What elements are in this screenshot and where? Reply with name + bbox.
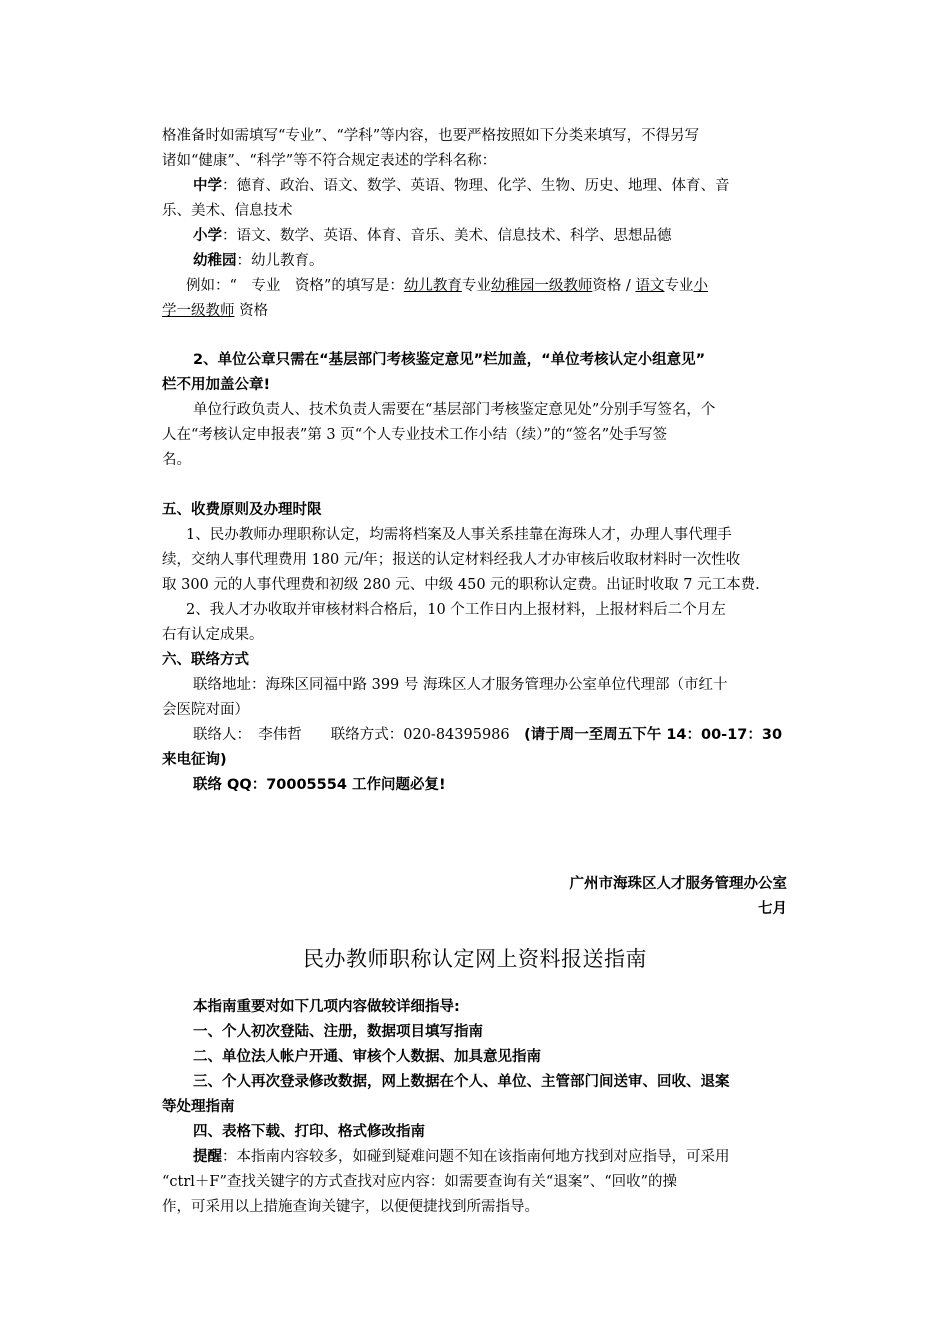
guide-intro: 本指南重要对如下几项内容做较详细指导:	[193, 999, 460, 1015]
middle-school-line	[162, 174, 787, 199]
guide-title: 民办教师职称认定网上资料报送指南	[303, 947, 647, 971]
guide-tip-label: 提醒	[193, 1149, 222, 1165]
example-prefix: 例如：“ 专业 资格”的填写是：	[186, 278, 404, 294]
intro-line-2: 诸如“健康”、“科学”等不符合规定表述的学科名称：	[162, 153, 497, 169]
fees-para1-line2: 续，交纳人事代理费用 180 元/年；报送的认定材料经我人才办审核后收取材料时一次性收	[162, 552, 741, 568]
signature-block	[162, 872, 787, 922]
fees-para2-line2: 右有认定成果。	[162, 627, 264, 643]
example-qualification-2b: 学一级教师	[162, 303, 235, 319]
primary-school-label: 小学	[193, 228, 222, 244]
signature-note-1: 单位行政负责人、技术负责人需要在“基层部门考核鉴定意见处”分别手写签名，个	[193, 402, 716, 418]
fees-para1-line1: 1、民办教师办理职称认定，均需将档案及人事关系挂靠在海珠人才，办理人事代理手	[186, 527, 732, 543]
example-line-2	[162, 299, 787, 324]
contact-heading: 六、联络方式	[162, 652, 249, 668]
middle-school-subjects: ：德育、政治、语文、数学、英语、物理、化学、生物、历史、地理、体育、音	[222, 178, 730, 194]
fees-para1-line3: 取 300 元的人事代理费和初级 280 元、中级 450 元的职称认定费。出证时收取 7 元工本费.	[162, 577, 760, 593]
example-text-3: 专业	[664, 278, 694, 294]
contact-hours-2: 来电征询)	[162, 752, 227, 768]
contact-person: 联络人： 李伟哲 联络方式：020-84395986	[193, 727, 525, 743]
guide-tip-2: “ctrl＋F”查找关键字的方式查找对应内容：如需要查询有关“退案”、“回收”的操	[162, 1174, 678, 1190]
guide-section	[162, 995, 787, 1220]
signature-note-3: 名。	[162, 452, 191, 468]
fees-heading: 五、收费原则及办理时限	[162, 502, 322, 518]
fees-section	[162, 498, 787, 798]
intro-line-1: 格准备时如需填写“专业”、“学科”等内容，也要严格按照如下分类来填写，不得另写	[162, 128, 700, 144]
example-qualification-2a: 小	[693, 278, 708, 294]
fees-para2-line1: 2、我人才办收取并审核材料合格后，10 个工作日内上报材料，上报材料后二个月左	[186, 602, 726, 618]
seal-section	[162, 348, 787, 473]
primary-school-subjects: ：语文、数学、英语、体育、音乐、美术、信息技术、科学、思想品德	[222, 228, 672, 244]
contact-address-1: 联络地址：海珠区同福中路 399 号 海珠区人才服务管理办公室单位代理部（市红十	[193, 677, 728, 693]
kindergarten-line	[162, 249, 787, 274]
guide-item-2: 二、单位法人帐户开通、审核个人数据、加具意见指南	[193, 1049, 541, 1065]
contact-person-line	[162, 723, 787, 748]
contact-qq: 联络 QQ：70005554 工作问题必复!	[193, 777, 446, 793]
signature-org: 广州市海珠区人才服务管理办公室	[569, 876, 787, 892]
example-text-1: 专业	[461, 278, 491, 294]
guide-item-3b: 等处理指南	[162, 1099, 235, 1115]
example-major-1: 幼儿教育	[403, 278, 462, 294]
kindergarten-subjects: ：幼儿教育。	[236, 253, 324, 269]
example-text-4: 资格	[234, 303, 269, 319]
example-major-2: 语文	[635, 278, 665, 294]
guide-tip-text-1: ：本指南内容较多，如碰到疑难问题不知在该指南何地方找到对应指导，可采用	[222, 1149, 730, 1165]
signature-note-2: 人在“考核认定申报表”第 3 页“个人专业技术工作小结（续）”的“签名”处手写签	[162, 427, 668, 443]
guide-item-3a: 三、个人再次登录修改数据，网上数据在个人、单位、主管部门间送审、回收、退案	[193, 1074, 730, 1090]
example-line	[162, 274, 787, 299]
subject-classification-section	[162, 124, 787, 324]
example-qualification-1: 幼稚园一级教师	[490, 278, 593, 294]
kindergarten-label: 幼稚园	[193, 253, 237, 269]
example-text-2: 资格 /	[592, 278, 636, 294]
seal-note-2: 栏不用加盖公章!	[162, 377, 271, 393]
signature-month: 七月	[758, 901, 787, 917]
guide-tip-1	[162, 1145, 787, 1170]
contact-hours: (请于周一至周五下午 14：00-17：30	[524, 727, 783, 743]
middle-school-line-2: 乐、美术、信息技术	[162, 203, 293, 219]
middle-school-label: 中学	[193, 178, 222, 194]
primary-school-line	[162, 224, 787, 249]
guide-item-1: 一、个人初次登陆、注册，数据项目填写指南	[193, 1024, 483, 1040]
guide-item-4: 四、表格下载、打印、格式修改指南	[193, 1124, 425, 1140]
guide-tip-3: 作，可采用以上措施查询关键字，以便便捷找到所需指导。	[162, 1199, 539, 1215]
contact-address-2: 会医院对面）	[162, 702, 249, 718]
seal-note-1: 2、单位公章只需在“基层部门考核鉴定意见”栏加盖，“单位考核认定小组意见”	[193, 352, 706, 368]
